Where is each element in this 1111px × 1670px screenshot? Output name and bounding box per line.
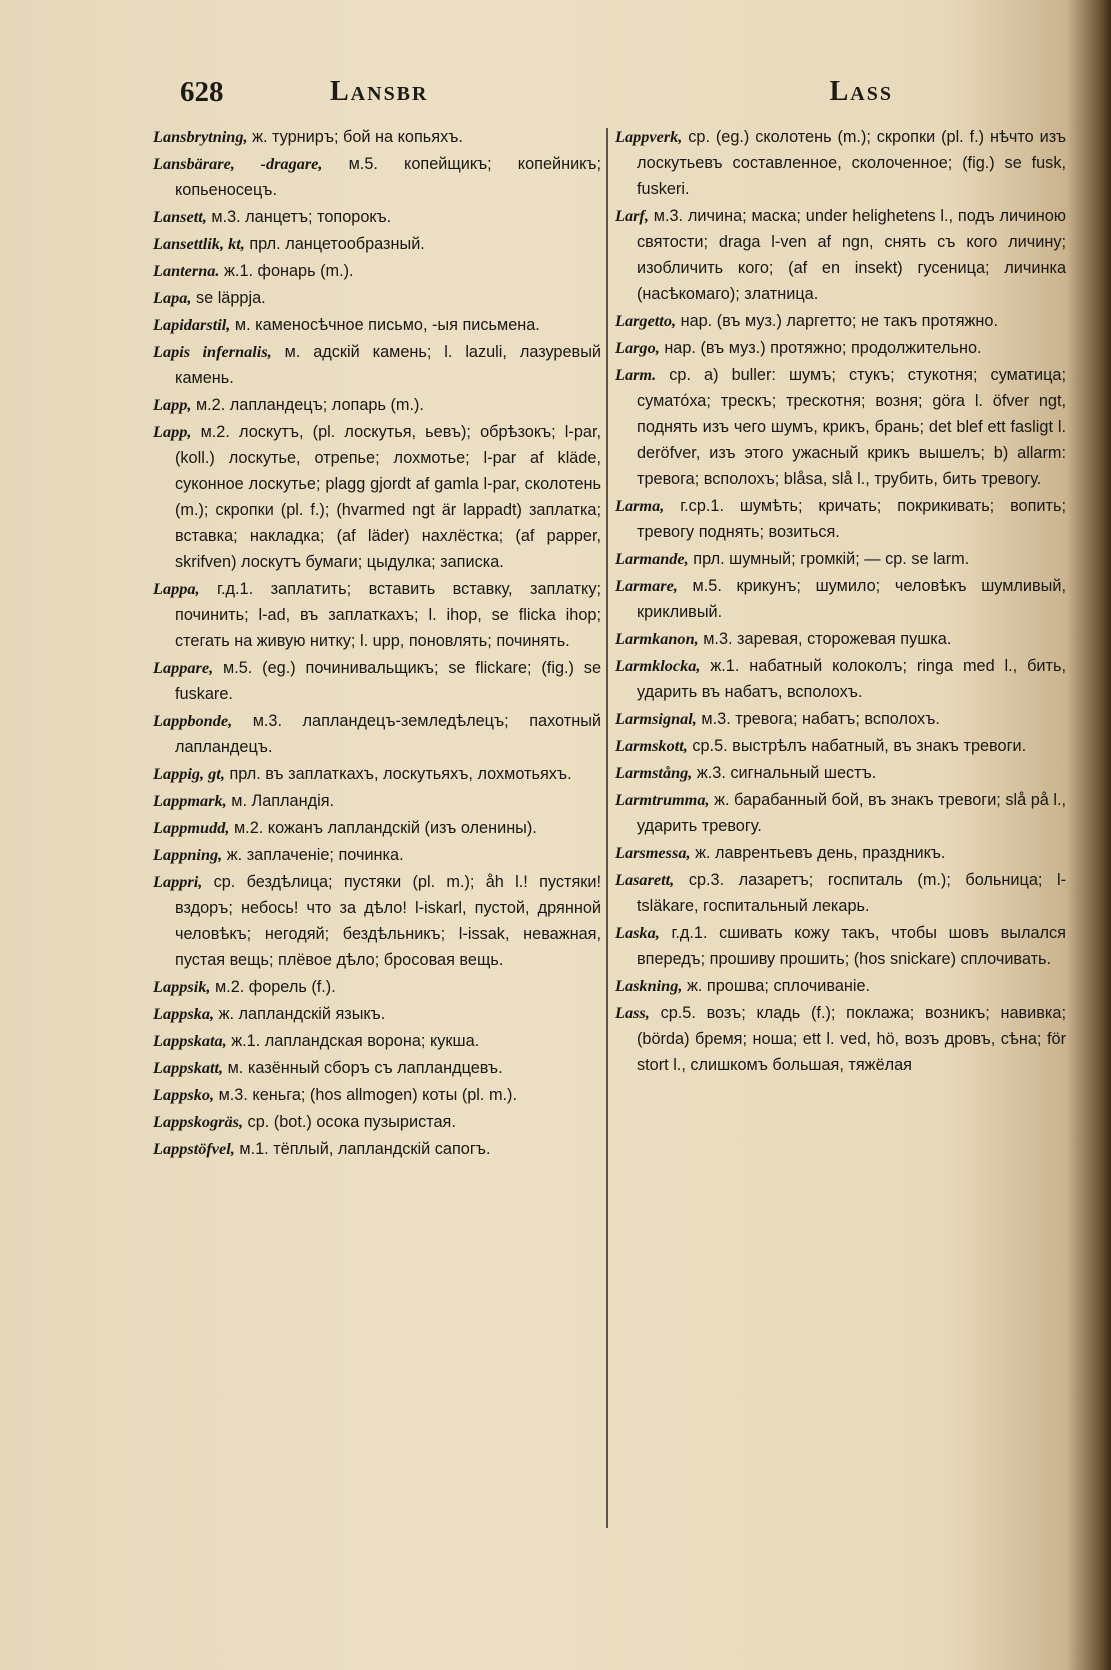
entry-headword: Lansbrytning, — [153, 127, 248, 146]
running-head-right: Lass — [829, 76, 893, 107]
entry-headword: Largo, — [615, 338, 660, 357]
dictionary-entry — [153, 974, 601, 1000]
entry-definition: прл. ланцетообразный. — [249, 235, 425, 253]
entry-definition: ср.5. возъ; кладь (f.); поклажа; возникъ; навивка; (börda) бремя; ноша; ett l. ved, hö, возъ дровъ, сѣна; för stort l., слишкомъ большая, тяжёлая — [637, 1004, 1066, 1074]
dictionary-entry — [615, 626, 1066, 652]
entry-definition: ср. (bot.) осока пузыристая. — [247, 1113, 456, 1131]
dictionary-entry — [153, 258, 601, 284]
entry-definition: ср. a) buller: шумъ; стукъ; стукотня; суматица; сумато́ха; трескъ; трескотня; возня; göra l. öfver ngt, поднять изъ чего шумъ, крикъ, брань; det blef ett fasligt l. deröfver, изъ этого ужасный крикъ вышелъ; b) allarm: тревога; всполохъ; blåsa, slå l., трубить, бить тревогу. — [637, 366, 1066, 488]
dictionary-entry — [615, 546, 1066, 572]
entry-headword: Lappska, — [153, 1004, 215, 1023]
entry-definition: г.ср.1. шумѣть; кричать; покрикивать; вопить; тревогу поднять; возиться. — [637, 497, 1066, 541]
dictionary-entry — [153, 392, 601, 418]
entry-definition: нар. (въ муз.) протяжно; продолжительно. — [664, 339, 982, 357]
dictionary-entry — [615, 362, 1066, 492]
dictionary-entry — [153, 788, 601, 814]
entry-headword: Larmare, — [615, 576, 678, 595]
entry-definition: м.3. личина; маска; under helighetens l., подъ личиною святости; draga l-ven af ngn, снять съ кого личину; изобличить кого; (af en insekt) гусеница; личинка (насѣкомаго); златница. — [637, 207, 1066, 303]
dictionary-entry — [615, 867, 1066, 919]
dictionary-entry — [615, 787, 1066, 839]
entry-headword: Larmande, — [615, 549, 689, 568]
entry-headword: Lansett, — [153, 207, 207, 226]
dictionary-entry — [153, 708, 601, 760]
entry-definition: м.5. крикунъ; шумило; человѣкъ шумливый, крикливый. — [637, 577, 1066, 621]
entry-headword: Lappsko, — [153, 1085, 215, 1104]
entry-headword: Lappning, — [153, 845, 223, 864]
entry-headword: Lansbärare, -dragare, — [153, 154, 323, 173]
dictionary-entry — [153, 419, 601, 575]
entry-definition: м.5. (eg.) починивальщикъ; se flickare; (fig.) se fuskare. — [175, 659, 602, 703]
entry-definition: se läppja. — [195, 289, 266, 307]
dictionary-entry — [615, 733, 1066, 759]
dictionary-entry — [153, 231, 601, 257]
dictionary-entry — [615, 920, 1066, 972]
dictionary-entry — [153, 576, 601, 654]
page-number: 628 — [180, 76, 224, 108]
entry-definition: м.2. лапландецъ; лопарь (m.). — [195, 396, 424, 414]
entry-definition: ср.3. лазаретъ; госпиталь (m.); больница; l-tsläkare, госпитальный лекарь. — [637, 871, 1066, 915]
entry-definition: м. Лапландія. — [231, 792, 335, 810]
entry-headword: Larmstång, — [615, 763, 693, 782]
entry-headword: Lapa, — [153, 288, 192, 307]
entry-headword: Larsmessa, — [615, 843, 691, 862]
dictionary-entry — [153, 1082, 601, 1108]
dictionary-entry — [153, 1001, 601, 1027]
entry-definition: прл. въ заплаткахъ, лоскутьяхъ, лохмотьяхъ. — [229, 765, 572, 783]
entry-definition: м.3. тревога; набатъ; всполохъ. — [701, 710, 940, 728]
entry-definition: ж. прошва; сплочиваніе. — [686, 977, 871, 995]
entry-definition: ж.3. сигнальный шестъ. — [696, 764, 877, 782]
dictionary-entry — [153, 1136, 601, 1162]
entry-headword: Larma, — [615, 496, 665, 515]
dictionary-entry — [153, 1055, 601, 1081]
dictionary-entry — [153, 204, 601, 230]
dictionary-entry — [615, 308, 1066, 334]
entry-headword: Lass, — [615, 1003, 650, 1022]
right-column — [615, 124, 1066, 1530]
entry-definition: м.2. форель (f.). — [214, 978, 336, 996]
entry-definition: м. казённый сборъ съ лапландцевъ. — [227, 1059, 503, 1077]
dictionary-entry — [153, 312, 601, 338]
entry-definition: ср. (eg.) сколотень (m.); скропки (pl. f.) нѣчто изъ лоскутьевъ составленное, сколоченное; (fig.) se fusk, fuskeri. — [637, 128, 1066, 198]
dictionary-entry — [615, 1000, 1066, 1078]
entry-headword: Larmsignal, — [615, 709, 697, 728]
dictionary-entry — [615, 203, 1066, 307]
entry-headword: Lappmark, — [153, 791, 227, 810]
entry-headword: Lappare, — [153, 658, 214, 677]
entry-definition: м.3. ланцетъ; топорокъ. — [211, 208, 392, 226]
entry-definition: м.2. лоскутъ, (pl. лоскутья, ьевъ); обрѣзокъ; l-par, (koll.) лоскутье, отрепье; лохмотье; l-par af kläde, суконное лоскутье; plagg gjordt af gamla l-par, сколотень (m.); скропки (pl. f.); (hvarmed ngt är lappadt) заплатка; вставка; накладка; (af läder) нахлёстка; (af papper, skrifven) лоскутъ бумаги; цыдулка; записка. — [175, 423, 602, 571]
entry-definition: м.3. заревая, сторожевая пушка. — [703, 630, 952, 648]
entry-definition: ср.5. выстрѣлъ набатный, въ знакъ тревоги. — [692, 737, 1027, 755]
entry-headword: Larf, — [615, 206, 649, 225]
dictionary-entry — [615, 493, 1066, 545]
entry-definition: ж. барабанный бой, въ знакъ тревоги; slå på l., ударить тревогу. — [637, 791, 1067, 835]
entry-definition: м.5. копейщикъ; копейникъ; копьеносецъ. — [175, 155, 601, 199]
entry-headword: Lansettlik, kt, — [153, 234, 245, 253]
page-header — [180, 68, 893, 118]
entry-headword: Larmklocka, — [615, 656, 701, 675]
entry-headword: Lappri, — [153, 872, 203, 891]
entry-headword: Lappsik, — [153, 977, 211, 996]
entry-headword: Lappa, — [153, 579, 200, 598]
entry-definition: м. адскій камень; l. lazuli, лазуревый камень. — [175, 343, 601, 387]
entry-definition: прл. шумный; громкій; — ср. se larm. — [693, 550, 970, 568]
entry-definition: м. каменосѣчное письмо, -ыя письмена. — [234, 316, 540, 334]
entry-definition: г.д.1. заплатить; вставить вставку, заплатку; починить; l-ad, въ заплаткахъ; l. ihop, se flicka ihop; стегать на живую нитку; l. upp, поновлять; починять. — [175, 580, 601, 650]
dictionary-entry — [153, 815, 601, 841]
dictionary-entry — [615, 653, 1066, 705]
entry-headword: Lapis infernalis, — [153, 342, 272, 361]
entry-definition: г.д.1. сшивать кожу такъ, чтобы шовъ вылался впередъ; прошиву прошить; (hos snickare) сплочивать. — [637, 924, 1066, 968]
entry-headword: Lapidarstil, — [153, 315, 231, 334]
dictionary-entry — [153, 761, 601, 787]
entry-headword: Larmskott, — [615, 736, 688, 755]
dictionary-entry — [153, 655, 601, 707]
dictionary-entry — [153, 1109, 601, 1135]
entry-definition: ср. бездѣлица; пустяки (pl. m.); åh l.! пустяки! вздоръ; небось! что за дѣло! l-iskarl, пустой, дрянной человѣкъ; негодяй; бездѣльникъ; l-issak, неважная, пустая вещь; плёвое дѣло; бросовая вещь. — [175, 873, 602, 969]
entry-definition: ж. турниръ; бой на копьяхъ. — [252, 128, 463, 146]
entry-headword: Larmkanon, — [615, 629, 699, 648]
dictionary-entry — [153, 151, 601, 203]
dictionary-entry — [153, 1028, 601, 1054]
entry-headword: Lapp, — [153, 422, 192, 441]
entry-definition: м.3. лапландецъ-земледѣлецъ; пахотный лапландецъ. — [175, 712, 601, 756]
dictionary-entry — [153, 124, 601, 150]
dictionary-entry — [615, 706, 1066, 732]
entry-headword: Larm. — [615, 365, 657, 384]
entry-headword: Lappstöfvel, — [153, 1139, 235, 1158]
running-head-left: Lansbr — [330, 76, 429, 107]
dictionary-entry — [615, 760, 1066, 786]
entry-headword: Laskning, — [615, 976, 683, 995]
entry-definition: ж. заплаченіе; починка. — [226, 846, 404, 864]
dictionary-entry — [615, 335, 1066, 361]
dictionary-entry — [153, 285, 601, 311]
dictionary-entry — [615, 840, 1066, 866]
entry-headword: Lappig, gt, — [153, 764, 225, 783]
entry-definition: м.2. кожанъ лапландскій (изъ оленины). — [233, 819, 537, 837]
entry-headword: Larmtrumma, — [615, 790, 710, 809]
entry-headword: Lappbonde, — [153, 711, 233, 730]
dictionary-entry — [153, 842, 601, 868]
entry-headword: Lappskatt, — [153, 1058, 224, 1077]
dictionary-entry — [615, 973, 1066, 999]
entry-definition: м.1. тёплый, лапландскій сапогъ. — [239, 1140, 491, 1158]
entry-headword: Laska, — [615, 923, 660, 942]
entry-definition: ж.1. набатный колоколъ; ringa med l., бить, ударить въ набатъ, всполохъ. — [637, 657, 1066, 701]
entry-headword: Lasarett, — [615, 870, 675, 889]
entry-definition: нар. (въ муз.) ларгетто; не такъ протяжно. — [680, 312, 998, 330]
entry-definition: м.3. кеньга; (hos allmogen) коты (pl. m.). — [218, 1086, 517, 1104]
entry-headword: Lappmudd, — [153, 818, 230, 837]
entry-definition: ж.1. лапландская ворона; кукша. — [231, 1032, 480, 1050]
entry-headword: Lappverk, — [615, 127, 683, 146]
entry-headword: Lanterna. — [153, 261, 220, 280]
dictionary-entry — [615, 124, 1066, 202]
dictionary-entry — [615, 573, 1066, 625]
entry-headword: Largetto, — [615, 311, 677, 330]
column-divider — [606, 128, 608, 1528]
entry-definition: ж.1. фонарь (m.). — [224, 262, 354, 280]
entry-definition: ж. лаврентьевъ день, праздникъ. — [695, 844, 946, 862]
entry-headword: Lappskogräs, — [153, 1112, 244, 1131]
left-column — [153, 124, 601, 1530]
entry-headword: Lappskata, — [153, 1031, 227, 1050]
entry-definition: ж. лапландскій языкъ. — [218, 1005, 386, 1023]
dictionary-entry — [153, 339, 601, 391]
dictionary-entry — [153, 869, 601, 973]
entry-headword: Lapp, — [153, 395, 192, 414]
